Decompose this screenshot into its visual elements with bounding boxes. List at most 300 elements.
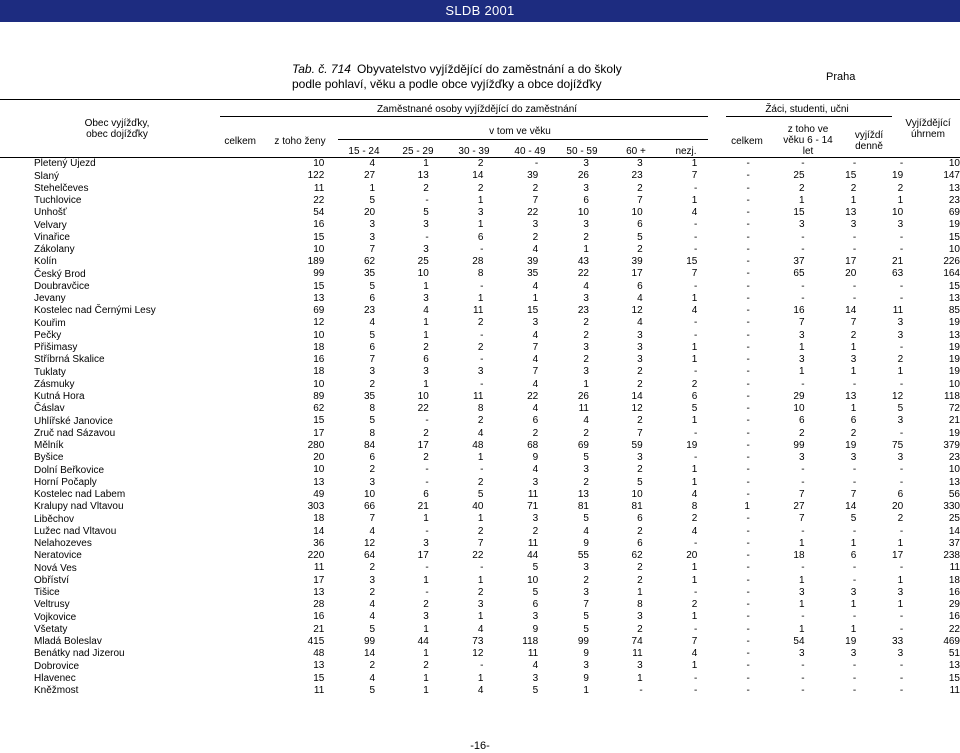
table-cell: 415 xyxy=(307,635,325,647)
table-cell: 5 xyxy=(369,684,376,696)
table-cell: 13 xyxy=(948,476,960,488)
table-cell: 22 xyxy=(527,390,539,402)
place-name: Kouřim xyxy=(34,317,66,329)
caption-line-1: Obyvatelstvo vyjíždějící do zaměstnání a do školy xyxy=(356,62,622,76)
table-cell: - xyxy=(852,231,857,243)
table-cell: 18 xyxy=(948,574,960,586)
table-cell: 3 xyxy=(583,366,589,378)
table-cell: 16 xyxy=(948,586,960,598)
table-cell: 13 xyxy=(845,390,857,402)
table-cell: 3 xyxy=(423,366,429,378)
table-cell: 2 xyxy=(477,182,484,194)
table-cell: - xyxy=(852,525,857,537)
table-cell: 1 xyxy=(423,317,429,329)
table-cell: 3 xyxy=(369,476,376,488)
table-cell: 39 xyxy=(631,256,643,267)
table-cell: 3 xyxy=(798,586,805,598)
table-cell: - xyxy=(480,329,484,341)
table-cell: 43 xyxy=(577,256,589,267)
table-cell: 4 xyxy=(423,305,429,316)
table-cell: 7 xyxy=(369,354,376,365)
place-name: Doubravčice xyxy=(34,280,90,292)
table-cell: 1 xyxy=(477,292,484,304)
table-cell: - xyxy=(425,464,429,476)
table-cell: 1 xyxy=(850,194,857,206)
table-cell: 2 xyxy=(637,562,643,574)
employed-group-header: Zaměstnané osoby vyjíždějící do zaměstnání xyxy=(376,104,578,115)
table-cell: 7 xyxy=(798,513,805,525)
table-cell: 27 xyxy=(363,170,376,182)
table-cell: 1 xyxy=(850,341,857,353)
table-cell: - xyxy=(693,231,698,243)
table-cell: 19 xyxy=(845,635,857,647)
place-name: Jevany xyxy=(34,293,66,304)
table-cell: 1 xyxy=(798,366,805,378)
table-cell: 2 xyxy=(583,427,589,439)
age-60-plus: 60 + xyxy=(626,146,646,157)
table-cell: 3 xyxy=(583,219,589,231)
table-cell: 3 xyxy=(850,586,857,598)
table-cell: 1 xyxy=(798,623,805,635)
table-cell: 4 xyxy=(532,403,539,414)
table-cell: 11 xyxy=(527,488,539,500)
aged-6-14-header-1: z toho ve xyxy=(787,124,829,135)
table-cell: 3 xyxy=(369,366,376,378)
table-cell: - xyxy=(899,427,904,439)
table-cell: 3 xyxy=(423,611,429,623)
table-cell: - xyxy=(425,562,429,574)
table-row xyxy=(0,342,960,354)
table-cell: - xyxy=(852,243,857,255)
table-cell: 14 xyxy=(948,525,960,537)
table-cell: 20 xyxy=(686,550,698,561)
table-cell: 5 xyxy=(369,415,376,427)
table-cell: 12 xyxy=(472,648,484,659)
table-cell: 226 xyxy=(943,256,960,267)
age-40-49: 40 - 49 xyxy=(514,146,546,157)
table-cell: 2 xyxy=(477,415,484,427)
table-cell: 9 xyxy=(583,648,589,659)
table-cell: 10 xyxy=(313,329,325,341)
table-cell: 1 xyxy=(691,562,698,574)
place-name: Čáslav xyxy=(34,403,65,415)
table-cell: 13 xyxy=(948,292,960,304)
grand-total-header-1: Vyjíždějící xyxy=(905,118,951,129)
table-cell: 7 xyxy=(369,243,376,255)
place-name: Velvary xyxy=(34,219,67,231)
age-50-59: 50 - 59 xyxy=(566,146,598,157)
table-cell: 4 xyxy=(637,292,643,304)
table-row xyxy=(0,526,960,538)
table-cell: 2 xyxy=(850,182,857,194)
table-cell: 5 xyxy=(583,513,589,525)
table-cell: 164 xyxy=(943,268,960,280)
aged-6-14-header-2: věku 6 - 14 xyxy=(783,135,833,146)
table-cell: 62 xyxy=(631,550,643,561)
table-cell: - xyxy=(746,623,750,635)
table-cell: 2 xyxy=(423,660,429,672)
table-cell: 1 xyxy=(423,329,429,341)
table-cell: - xyxy=(899,562,904,574)
table-cell: - xyxy=(746,170,750,182)
place-name: Obříství xyxy=(34,574,70,586)
table-row xyxy=(0,268,960,280)
place-name: Zákolany xyxy=(34,244,75,255)
table-cell: 10 xyxy=(313,464,325,476)
table-cell: 6 xyxy=(532,415,539,427)
table-cell: 75 xyxy=(892,439,904,451)
table-cell: 4 xyxy=(532,243,539,255)
table-cell: 5 xyxy=(532,562,539,574)
table-cell: 6 xyxy=(850,415,857,427)
table-cell: - xyxy=(746,513,750,525)
table-cell: - xyxy=(852,574,857,586)
table-cell: 2 xyxy=(637,243,643,255)
table-row xyxy=(0,673,960,685)
table-cell: 14 xyxy=(313,525,325,537)
table-cell: 89 xyxy=(313,390,325,402)
table-cell: 64 xyxy=(363,550,376,561)
table-cell: 3 xyxy=(369,219,376,231)
table-cell: - xyxy=(746,378,750,390)
table-cell: - xyxy=(693,672,698,684)
table-cell: 6 xyxy=(897,488,904,500)
table-cell: 16 xyxy=(948,611,960,623)
table-cell: - xyxy=(801,158,805,169)
table-cell: 7 xyxy=(637,194,643,206)
table-cell: 1 xyxy=(897,574,904,586)
table-cell: 1 xyxy=(423,648,429,659)
table-cell: 10 xyxy=(948,158,960,169)
table-cell: 2 xyxy=(477,341,484,353)
table-cell: 2 xyxy=(583,354,589,365)
table-cell: 1 xyxy=(691,660,698,672)
table-cell: 7 xyxy=(532,194,539,206)
table-cell: 147 xyxy=(943,170,960,182)
table-cell: 21 xyxy=(948,415,960,427)
table-cell: 51 xyxy=(948,648,960,659)
table-cell: 3 xyxy=(850,452,857,463)
table-cell: 6 xyxy=(798,415,805,427)
women-header: z toho ženy xyxy=(274,136,326,147)
students-group-header: Žáci, studenti, učni xyxy=(765,104,849,115)
table-cell: 4 xyxy=(583,525,589,537)
table-row xyxy=(0,660,960,672)
age-25-29: 25 - 29 xyxy=(402,146,434,157)
table-row xyxy=(0,636,960,648)
place-name: Vinařice xyxy=(34,231,70,243)
table-cell: 330 xyxy=(943,501,960,512)
table-cell: - xyxy=(899,292,904,304)
table-cell: - xyxy=(480,243,484,255)
table-cell: - xyxy=(746,158,750,169)
place-name: Tuchlovice xyxy=(34,195,82,206)
table-cell: - xyxy=(425,194,429,206)
table-cell: - xyxy=(746,574,750,586)
table-cell: 35 xyxy=(363,390,376,402)
table-cell: - xyxy=(746,182,750,194)
table-cell: - xyxy=(801,611,805,623)
table-cell: 1 xyxy=(897,366,904,378)
table-cell: 220 xyxy=(307,550,325,561)
table-cell: - xyxy=(746,562,750,574)
table-cell: 1 xyxy=(423,574,429,586)
table-cell: 19 xyxy=(948,427,960,439)
table-cell: 18 xyxy=(313,341,325,353)
table-cell: - xyxy=(746,684,750,696)
table-cell: 20 xyxy=(363,207,376,218)
table-cell: 1 xyxy=(369,182,376,194)
table-cell: 2 xyxy=(637,623,643,635)
table-row xyxy=(0,550,960,562)
table-cell: 11 xyxy=(527,537,539,549)
table-cell: 15 xyxy=(313,231,325,243)
table-cell: 48 xyxy=(313,648,325,659)
place-name: Kutná Hora xyxy=(34,391,85,402)
table-cell: 2 xyxy=(583,574,589,586)
banner-title: SLDB 2001 xyxy=(445,3,515,18)
table-cell: 7 xyxy=(798,488,805,500)
table-cell: 15 xyxy=(948,231,960,243)
table-cell: 19 xyxy=(948,354,960,365)
table-cell: 3 xyxy=(798,329,805,341)
table-cell: 11 xyxy=(527,648,539,659)
table-cell: 21 xyxy=(417,501,429,512)
table-cell: - xyxy=(746,452,750,463)
table-cell: 2 xyxy=(691,378,698,390)
table-cell: 8 xyxy=(477,403,484,414)
by-age-header: v tom ve věku xyxy=(489,126,551,137)
table-cell: 19 xyxy=(892,170,904,182)
table-cell: 5 xyxy=(637,476,643,488)
table-cell: 6 xyxy=(532,599,539,610)
table-cell: 7 xyxy=(691,268,698,280)
table-cell: - xyxy=(899,280,904,292)
table-cell: - xyxy=(746,366,750,378)
table-cell: - xyxy=(746,194,750,206)
table-row xyxy=(0,562,960,574)
table-cell: - xyxy=(801,280,805,292)
table-cell: 6 xyxy=(637,513,643,525)
table-row xyxy=(0,415,960,427)
table-cell: 7 xyxy=(532,341,539,353)
table-cell: 19 xyxy=(948,341,960,353)
table-cell: - xyxy=(852,684,857,696)
table-cell: 3 xyxy=(637,158,643,169)
table-cell: 2 xyxy=(637,525,643,537)
table-row xyxy=(0,379,960,391)
place-name: Horní Počaply xyxy=(34,476,97,488)
table-row xyxy=(0,685,960,697)
table-cell: 11 xyxy=(313,182,325,194)
table-cell: - xyxy=(693,366,698,378)
table-cell: - xyxy=(693,182,698,194)
table-cell: 2 xyxy=(691,599,698,610)
table-cell: - xyxy=(746,525,750,537)
table-cell: 20 xyxy=(845,268,857,280)
table-cell: 10 xyxy=(313,378,325,390)
table-cell: - xyxy=(899,476,904,488)
table-cell: 16 xyxy=(313,354,325,365)
table-cell: 10 xyxy=(892,207,904,218)
table-cell: 27 xyxy=(793,501,805,512)
table-cell: 81 xyxy=(577,501,589,512)
table-cell: 3 xyxy=(583,341,589,353)
table-cell: 2 xyxy=(477,586,484,598)
table-cell: 2 xyxy=(897,513,904,525)
table-cell: 23 xyxy=(948,452,960,463)
table-cell: 23 xyxy=(363,305,376,316)
table-cell: 14 xyxy=(363,648,376,659)
place-name: Slaný xyxy=(34,170,60,182)
table-cell: 13 xyxy=(577,488,589,500)
table-cell: 23 xyxy=(577,305,589,316)
table-cell: 1 xyxy=(423,672,429,684)
table-row xyxy=(0,195,960,207)
table-cell: 23 xyxy=(631,170,643,182)
table-cell: 15 xyxy=(845,170,857,182)
table-cell: - xyxy=(693,684,698,696)
table-cell: 1 xyxy=(637,586,643,598)
aged-6-14-header-3: let xyxy=(802,146,814,157)
table-cell: 11 xyxy=(949,684,960,696)
table-cell: 1 xyxy=(850,403,857,414)
table-cell: 469 xyxy=(943,635,960,647)
table-cell: 16 xyxy=(313,219,325,231)
table-cell: - xyxy=(746,403,750,414)
table-cell: 2 xyxy=(423,341,429,353)
table-cell: 3 xyxy=(798,354,805,365)
table-cell: 4 xyxy=(477,427,484,439)
table-row xyxy=(0,624,960,636)
table-cell: 17 xyxy=(892,550,904,561)
table-cell: - xyxy=(899,660,904,672)
table-cell: - xyxy=(899,672,904,684)
table-cell: 4 xyxy=(532,660,539,672)
table-cell: 2 xyxy=(583,476,589,488)
table-cell: - xyxy=(746,268,750,280)
table-cell: - xyxy=(693,329,698,341)
table-cell: 1 xyxy=(691,476,698,488)
table-cell: 4 xyxy=(532,464,539,476)
table-cell: 3 xyxy=(423,292,429,304)
table-cell: 118 xyxy=(522,635,539,647)
table-cell: 4 xyxy=(532,354,539,365)
table-cell: 2 xyxy=(423,599,429,610)
table-cell: 13 xyxy=(313,292,325,304)
table-cell: - xyxy=(480,378,484,390)
table-cell: 1 xyxy=(477,194,484,206)
table-row xyxy=(0,428,960,440)
place-name: Byšice xyxy=(34,452,64,464)
place-header-2: obec dojížďky xyxy=(86,129,148,140)
table-cell: 1 xyxy=(798,341,805,353)
table-cell: 1 xyxy=(798,599,805,610)
table-cell: 12 xyxy=(363,537,376,549)
table-cell: 3 xyxy=(477,207,484,218)
table-cell: 2 xyxy=(477,525,484,537)
table-cell: 12 xyxy=(631,403,643,414)
table-cell: 1 xyxy=(897,599,904,610)
table-cell: - xyxy=(801,292,805,304)
table-cell: 3 xyxy=(583,586,589,598)
table-cell: 10 xyxy=(313,158,325,169)
table-cell: 48 xyxy=(472,439,484,451)
table-row xyxy=(0,477,960,489)
table-cell: 10 xyxy=(948,464,960,476)
table-cell: 5 xyxy=(850,513,857,525)
table-cell: 10 xyxy=(948,378,960,390)
table-cell: 7 xyxy=(532,366,539,378)
table-cell: - xyxy=(693,452,698,463)
table-cell: - xyxy=(746,243,750,255)
table-cell: 99 xyxy=(363,635,376,647)
table-cell: 29 xyxy=(948,599,960,610)
table-cell: 1 xyxy=(532,292,539,304)
place-name: Kněžmost xyxy=(34,685,79,696)
place-name: Unhošť xyxy=(34,207,67,219)
table-cell: - xyxy=(899,243,904,255)
table-cell: 56 xyxy=(948,488,960,500)
table-cell: 8 xyxy=(369,427,376,439)
table-cell: 3 xyxy=(897,329,904,341)
place-name: Český Brod xyxy=(34,268,86,280)
table-cell: - xyxy=(801,231,805,243)
table-cell: - xyxy=(899,464,904,476)
table-cell: 4 xyxy=(477,684,484,696)
place-name: Tuklaty xyxy=(34,366,66,378)
table-cell: 1 xyxy=(691,611,698,623)
table-cell: 13 xyxy=(948,182,960,194)
table-cell: 5 xyxy=(897,403,904,414)
table-cell: 1 xyxy=(798,537,805,549)
place-name: Mělník xyxy=(34,440,64,451)
table-cell: 4 xyxy=(369,317,376,329)
table-cell: 2 xyxy=(637,415,643,427)
table-cell: 1 xyxy=(850,623,857,635)
table-cell: - xyxy=(801,378,805,390)
table-cell: 6 xyxy=(583,194,589,206)
table-cell: 280 xyxy=(307,439,325,451)
table-cell: 3 xyxy=(583,562,589,574)
table-cell: 13 xyxy=(948,660,960,672)
place-name: Přišimasy xyxy=(34,342,78,353)
table-cell: 69 xyxy=(577,439,589,451)
table-cell: 99 xyxy=(313,268,325,280)
table-cell: 7 xyxy=(477,537,484,549)
table-cell: 33 xyxy=(892,635,904,647)
table-row xyxy=(0,366,960,378)
table-cell: - xyxy=(746,488,750,500)
table-cell: 74 xyxy=(631,635,643,647)
table-cell: 5 xyxy=(532,586,539,598)
daily-header-2: denně xyxy=(855,141,883,152)
table-cell: 6 xyxy=(369,292,376,304)
table-cell: 3 xyxy=(897,415,904,427)
table-cell: 11 xyxy=(632,648,643,659)
table-cell: 6 xyxy=(691,390,698,402)
table-cell: - xyxy=(746,550,750,561)
table-cell: 11 xyxy=(578,403,589,414)
place-name: Kostelec nad Labem xyxy=(34,489,126,500)
table-cell: 99 xyxy=(793,439,805,451)
table-cell: 1 xyxy=(691,464,698,476)
place-name: Kolín xyxy=(34,256,57,268)
table-cell: 11 xyxy=(473,305,484,316)
age-15-24: 15 - 24 xyxy=(348,146,380,157)
table-cell: 3 xyxy=(583,464,589,476)
table-cell: 14 xyxy=(845,501,857,512)
